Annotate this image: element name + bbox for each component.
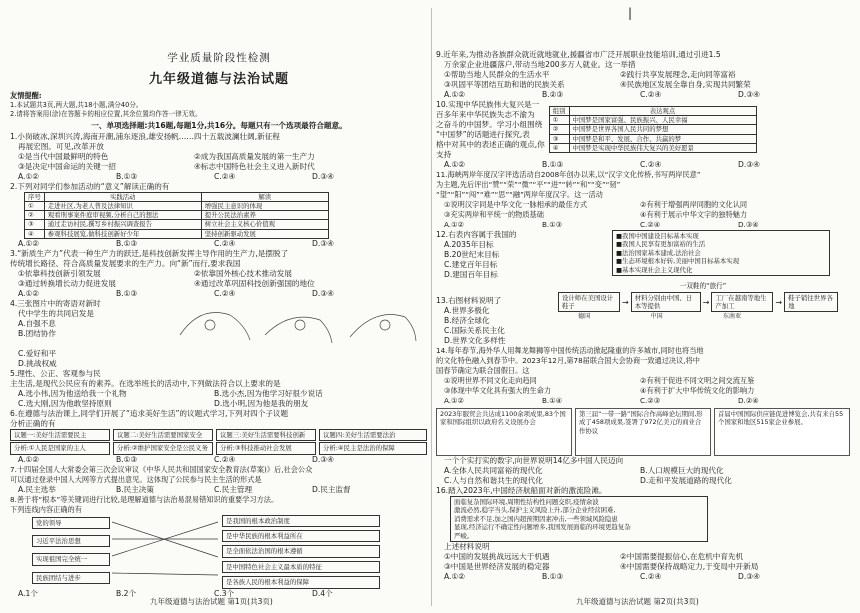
q1-stem: 1.小岗破冰,深圳兴涛,海南开潮,浦东逐浪,雄安扬帆……四十五载波澜壮阔,新征程 再展宏图。可见,改革开放 [10,131,280,151]
q8-right-items: 是我国的根本政治制度 是中华民族的根本利益所在 是全面依法治国的根本遵循 是中国特色社会主义最本质的特征 是各族人民的根本利益的保障 [222,515,380,589]
q13-step-4: 鞋子销往世界各地 [784,292,838,313]
q16-stem: 16.踏入2023年,中国经济航船面对新的激流险滩。 [436,486,607,495]
q10-table: 组别 表达观点 ① 中国梦是国家富强、民族振兴、人民幸福 ② 中国梦是世界各国人民共同的梦想 ③ 中国梦是和平、发展、合作、共赢的梦 ④ 中国梦是实现中华民族伟大复兴的美好愿景 [549,106,757,153]
q12-goals-box: ■我国中国建设目标基本实现 ■我国人民享有更加富裕的生活 ■法治国家基本建成,法治社会 ■生态环境根本好转,美丽中国目标基本实现 ■基本实现社会主义现代化 [612,230,830,276]
exam-subtitle: 九年级道德与法治试题 [148,72,289,87]
q8-choices: A.1个 B.2个 C.3个 D.4个 [18,588,333,598]
q4-block [10,299,428,349]
q8-connector-lines [112,515,220,589]
q15-box-1: 2023年服贸会共达成1100余项成果,83个国家和国际组织以政府名义设展办会 [436,408,572,456]
q2-stem: 2.下列对同学们参加活动的“意义”解读正确的有 [10,181,170,191]
q10-choices: A.①② B.①③ C.②④ D.③④ [444,160,760,169]
q3-stem: 3.“新质生产力”代表一种生产力的跃迁,是科技创新发挥主导作用的生产力,是摆脱了 传统增长路径、符合高质量发展要求的生产力。向“新”而行,要求我国 [10,248,289,268]
q9-stem: 9.近年来,为推动各族群众就近就地就业,援疆省市广泛开展职业技能培训,通过引进1.5 万余家企业进疆落户,带动当地200多万人就业。这一举措 [436,50,721,69]
q15-stem: 一个个实打实的数字,向世界说明14亿多中国人民迈向 [444,456,624,465]
right-page-footer: 九年级道德与法治试题 第2页(共3页) [576,597,699,606]
q8-matching [10,515,428,589]
q12-block [436,230,852,280]
q6-choices: A.①② B.①③ C.②④ D.③④ [18,454,334,464]
q14-stem: 14.每年春节,海外华人用舞龙舞狮等中国传统活动掀起隆重的许多城市,同时也将当地 的文化特色融入到春节中。2023年12月,第78届联合国大会协商一致通过决议,将中 国春节确定为联合国假日。这 [436,346,704,375]
q4-stem: 4.三张图片中的寄语对新时 代中学生的共同启发是 [10,298,101,318]
q1-options: ①是当代中国最鲜明的特色 ②成为我国高质量发展的第一生产力 ③是决定中国命运的关键一招 ④标志中国特色社会主义进入新时代 A.①② B.①③ C.②④ D.③④ [18,151,334,181]
q4-options: A.自强不息 B.团结协作 [18,318,56,338]
q16-text: 上述材料说明 [444,542,490,552]
tip-1: 1.本试题共3页,两大题,共18小题,满分40分。 [10,100,143,109]
left-page-footer: 九年级道德与法治试题 第1页(共3页) [150,597,273,606]
q6-boxes: 议题一:美好生活需要民主 议题二:美好生活需要国家安全 议题三:美好生活需要科技创新 议题四:美好生活需要法治 [10,429,428,441]
q13-step-1: 设计师在美国设计鞋子 [558,292,620,313]
q15-box-2: 第三届“一带一路”国际合作高峰论坛期间,形成了458项成果,签署了972亿美元的商业合作协议 [575,408,711,456]
q13-step-2: 材料分别由中国、日本等提供 [631,292,701,313]
q8-left-items: 党的领导 习近平法治思想 实现祖国完全统一 民族团结与进步 [32,517,110,585]
q13-block [436,282,852,346]
q9-options: ①帮助当地人民群众的生活水平 ②践行共享发展理念,走向同等富裕 ③巩固平等团结互助和谐的民族关系 ④民族地区发展全靠自身,实现共同繁荣 A.①② B.②③ C.②④ D.③④ [444,70,760,99]
q12-stem: 12.右表内容属于我国的 A.2035年目标 B.20世纪末目标 C.建党百年目标 D.建国百年目标 [436,230,517,279]
q15-boxes [436,408,852,456]
q4-images [170,295,420,349]
exam-title: 学业质量阶段性检测 [167,52,271,64]
q16-options: ①中国的发展挑战远远大于机遇 ②中国需要提振信心,在危机中育先机 ③中国是世界经济发展的稳定器 ④中国需要保持战略定力,于变局中开新局 A.①② B.①③ C.②④ D.③④ [444,552,760,582]
q6-stem: 6.在遵德与法治课上,同学们开展了“追求美好生活”的议题式学习,下列对四个子议题 分析正确的有 [10,408,289,428]
q10-stem: 10.实现中华民族伟大复兴是一 百多年来中华民族失志不渝为 之奋斗的中国梦。学习小组围绕 “中国梦”的话题进行探究,表 格中对其中的表述正确的观点,你 支持 [436,100,545,159]
q11-options: ①说明汉字同是中华文化一脉相承的最佳方式 ②有利于增强两岸同胞的文化认同 ③充实两岸和平统一的物质基础 ④有利于展示中华文字的独特魅力 A.①② B.①③ C.②④ D.③④ [444,200,759,229]
page-divider [431,8,432,606]
q13-diagram [558,282,848,322]
q2-table: 序号 实践活动 解读 ① 走进社区,为老人普及法律知识 增强民主意识的体现 ② 观看刑事案件庭审视频,分析自己的想法 提升公民法治素养 ③ 通过走访村民,撰写乡村振兴调查报告 树立社会主义核心价值观 ④ 参观科技展览,做科技创新好少年 坚持创新驱动发展 [24,192,329,239]
tips-title: 友情提醒: [10,91,42,100]
q2-choices: A.①② B.①③ C.②④ D.③④ [18,238,334,248]
left-page [10,0,428,613]
pen-mark: | [628,6,633,20]
q10-block [436,100,852,160]
q16-material-box: 面临复杂国际环境,周期性结构性问题交织,疫情余波 激流必然,稳字当头,保护主义风险上升,部分企业经营困难, 消费需求不足,加之国内超预期因素冲击,一些领域风险隐患 显现,经济运行不确定性问题增多,我国发展面临的环境更趋复杂 严峻。 [450,496,708,542]
arrow-right-icon: → [622,297,629,307]
q6-analysis: 分析:①人民是国家的主人 分析:②维护国家安全是公民义务 分析:③科技推动社会发展 分析:④民主是法治的保障 [10,442,428,454]
q13-stem: 13.右图材料说明了 A.世界多极化 B.经济全球化 C.国际关系民主化 D.世界文化多样性 [436,296,506,345]
q13-diagram-title: 一双鞋的“旅行” [679,282,727,290]
tip-2: 2.请将答案用(涂)在答题卡的相应位置,其余位置均作答一律无效。 [10,110,202,119]
q8-stem: 8.善于将“根本”等关键词进行比较,是理解道德与法治易混易错知识的重要学习方法。 下列连线内容正确的有 [10,494,279,514]
q14-options: ①说明世界不同文化走向趋同 ②有利于促进不同文明之间交流互鉴 ③体现中华文化具有强大的生命力 ④有利于扩大中华传统文化的影响力 A.①② B.①④ C.②③ D.②④ [444,376,759,405]
q13-places: 德国 中国 东南亚 [578,313,742,321]
q13-step-3: 工厂在越南等地生产加工 [711,292,773,313]
arrow-right-icon: → [702,297,710,307]
q15-box-3: 首届中国国际供应链促进博览会,共有来自55个国家和地区515家企业参展。 [714,408,850,456]
arrow-right-icon: → [775,297,783,307]
q5-options: A.选小伟,因为他送给我一个礼物 B.选小杰,因为他学习好很少说话 C.选大刚,因为他敢坚持原则 D.选小明,因为他是我的朋友 [18,388,323,408]
q5-stem: 5.理性、公正、客观参与民 主生活,是现代公民应有的素养。在选举班长的活动中,下列做法符合以上要求的是 [10,368,281,388]
q4-options-more: C.爱好和平 D.挑战权威 [18,348,57,368]
q3-options: ①依靠科技创新引领发展 ②依靠国外核心技术推动发展 ③通过转换增长动力促进发展 ④通过改革巩固科技创新强国的地位 A.①② B.①③ C.②④ D.③④ [18,268,334,298]
q15-options: A.全体人民共同富裕的现代化 B.人口规模巨大的现代化 C.人与自然和谐共生的现代化 D.走和平发展道路的现代化 [444,466,732,485]
q7-stem: 7.十四届全国人大常委会第三次会议审议《中华人民共和国国家安全教育法(草案)》后,社会公众 可以通过登录中国人大网等方式提出意见。这体现了公民参与民主生活的形式是 [10,464,313,484]
right-page [436,0,852,613]
q11-stem: 11.海峡两岸年度汉字评选活动自2008年创办以来,以“汉字文化传桥,书写两岸民意” 为主题,先后评出“赞”“荣”“微”“平”“进”“转”“和”“变”“韧” “望”“阳”“闯”“难”“思”“融”两岸年度汉字。这一活动 [436,170,701,199]
q7-choices: A.民主选举 B.民主决策 C.民主管理 D.民主监督 [18,484,351,494]
section-1-heading: 一、单项选择题:共16题,每题1分,共16分。每题只有一个选项最符合题意。 [91,120,347,130]
